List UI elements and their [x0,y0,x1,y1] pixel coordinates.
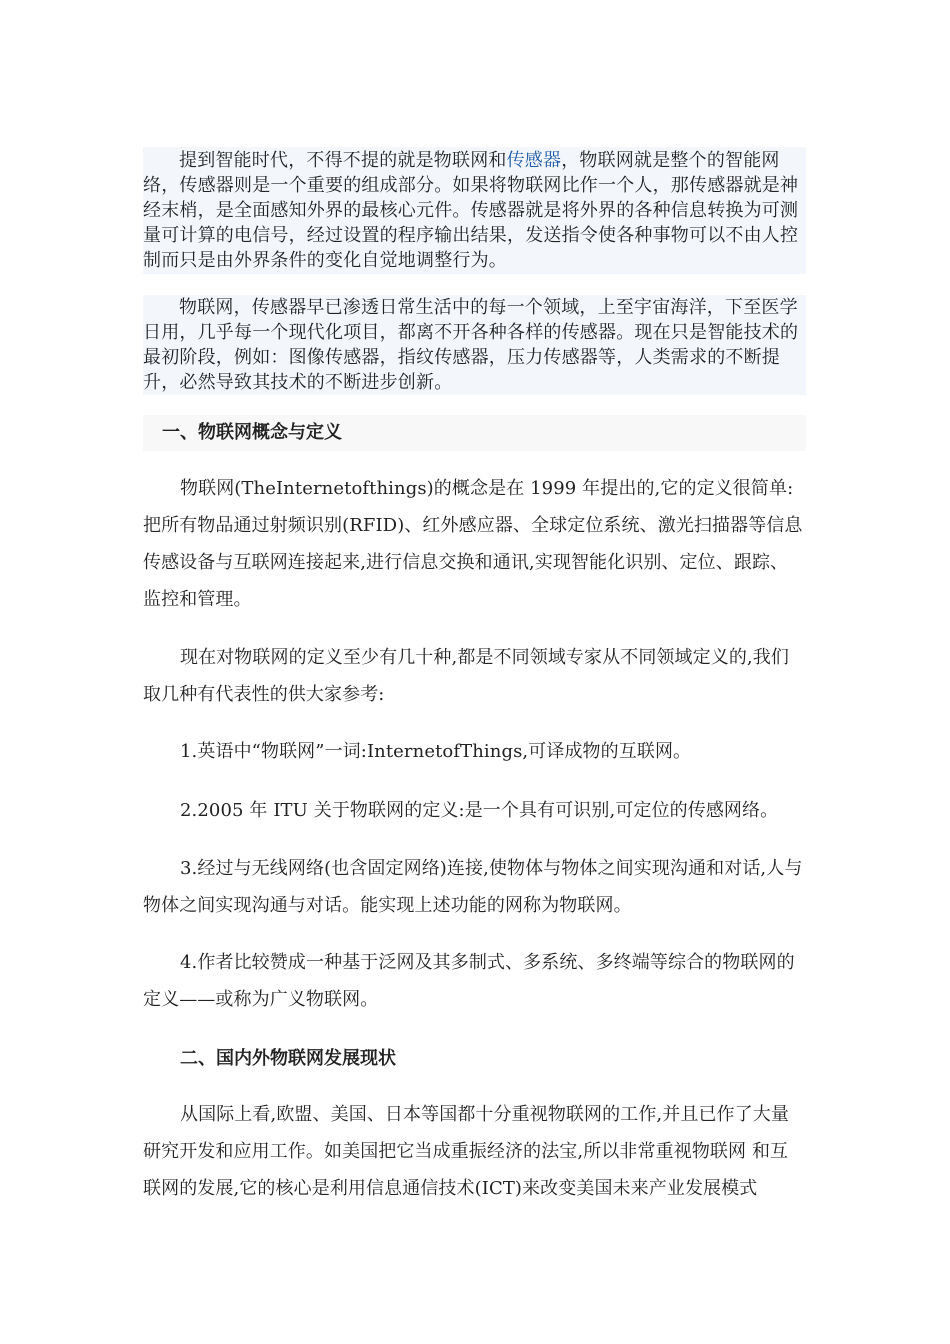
intro-text: 提到智能时代，不得不提的就是物联网和 [179,150,507,171]
definition-paragraph: 物联网(TheInternetofthings)的概念是在 1999 年提出的,它的定义很简单:把所有物品通过射频识别(RFID)、红外感应器、全球定位系统、激光扫描器等信息传感设备与互联网连接起来,进行信息交换和通讯,实现智能化识别、定位、跟踪、监控和管理。 [143,478,803,610]
section-2-heading: 二、国内外物联网发展现状 [180,1048,396,1069]
definition-item-2: 2.2005 年 ITU 关于物联网的定义:是一个具有可识别,可定位的传感网络。 [180,800,779,821]
development-paragraph: 从国际上看,欧盟、美国、日本等国都十分重视物联网的工作,并且已作了大量研究开发和应用工作。如美国把它当成重振经济的法宝,所以非常重视物联网 和互联网的发展,它的核心是利用信息通信技术(ICT)来改变美国未来产业发展模式 [143,1104,789,1199]
section-1-heading: 一、物联网概念与定义 [162,422,342,443]
intro-paragraph-2-block [143,295,806,395]
intro-paragraph-1-block [143,147,806,274]
sensor-link[interactable]: 传感器 [506,150,562,171]
intro-text-continued: ，物联网就是整个的智能网络，传感器则是一个重要的组成部分。如果将物联网比作一个人，那传感器就是神经末梢，是全面感知外界的最核心元件。传感器就是将外界的各种信息转换为可测量可计算的电信号，经过设置的程序输出结果，发送指令使各种事物可以不由人控制而只是由外界条件的变化自觉地调整行为。 [143,150,799,271]
intro-paragraph-2: 物联网，传感器早已渗透日常生活中的每一个领域，上至宇宙海洋，下至医学日用，几乎每一个现代化项目，都离不开各种各样的传感器。现在只是智能技术的最初阶段，例如：图像传感器，指纹传感器，压力传感器等，人类需求的不断提升，必然导致其技术的不断进步创新。 [143,297,799,393]
definition-item-3: 3.经过与无线网络(也含固定网络)连接,使物体与物体之间实现沟通和对话,人与物体之间实现沟通与对话。能实现上述功能的网称为物联网。 [143,858,803,916]
definitions-intro-paragraph: 现在对物联网的定义至少有几十种,都是不同领域专家从不同领域定义的,我们取几种有代表性的供大家参考: [143,647,789,705]
definition-item-4: 4.作者比较赞成一种基于泛网及其多制式、多系统、多终端等综合的物联网的定义——或称为广义物联网。 [143,952,795,1010]
definition-item-1: 1.英语中“物联网”一词:InternetofThings,可译成物的互联网。 [180,741,692,762]
intro-paragraph-1 [143,147,806,273]
